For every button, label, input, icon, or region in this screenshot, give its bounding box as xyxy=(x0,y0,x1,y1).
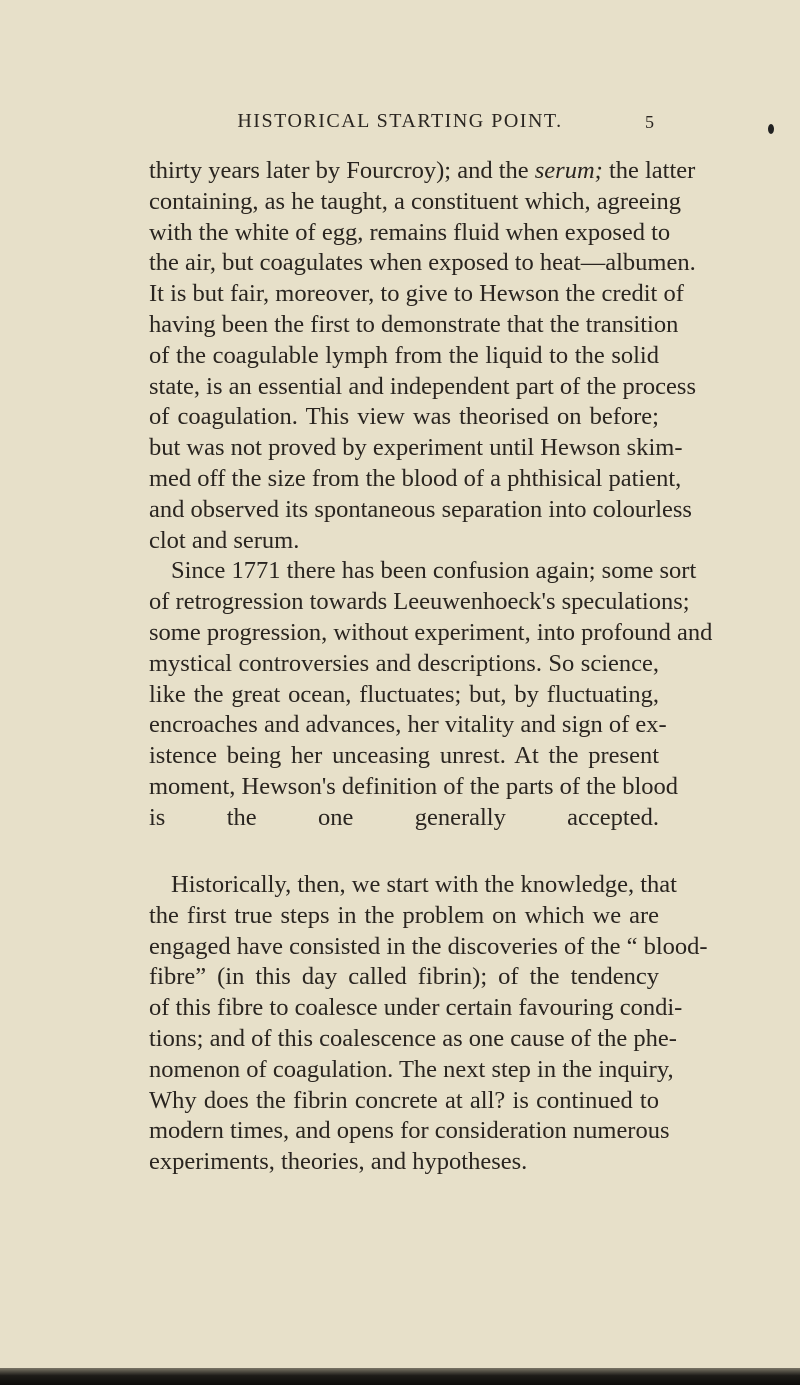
page-number: 5 xyxy=(645,112,654,132)
text-line: istence being her unceasing unrest. At the present xyxy=(149,742,659,770)
text-run: thirty years later by Fourcroy); and the xyxy=(149,157,535,184)
text-line: containing, as he taught, a constituent which, agreeing xyxy=(149,187,682,215)
text-line: of the coagulable lymph from the liquid to the solid xyxy=(149,341,659,369)
text-line: engaged have consisted in the discoveries of the “ blood- xyxy=(149,932,708,960)
text-line: modern times, and opens for consideration numerous xyxy=(149,1117,670,1145)
text-line: like the great ocean, fluctuates; but, by fluctuating, xyxy=(149,680,659,708)
italic-term-serum: serum; xyxy=(534,157,603,184)
text-line: Why does the fibrin concrete at all? is continued to xyxy=(149,1086,659,1114)
text-line xyxy=(149,156,696,187)
text-line: the air, but coagulates when exposed to heat—albumen. xyxy=(149,249,696,277)
text-line: having been the first to demonstrate that the transition xyxy=(149,310,679,338)
text-line: state, is an essential and independent part of the process xyxy=(149,372,696,400)
text-line: mystical controversies and descriptions. So science, xyxy=(149,649,659,677)
text-line: experiments, theories, and hypotheses. xyxy=(149,1148,528,1176)
text-line: the first true steps in the problem on which we are xyxy=(149,901,659,929)
text-line: of coagulation. This view was theorised on before; xyxy=(149,403,659,431)
text-line: tions; and of this coalescence as one cause of the phe- xyxy=(149,1024,677,1052)
text-line: encroaches and advances, her vitality and sign of ex- xyxy=(149,711,667,739)
page-header xyxy=(0,110,800,140)
ink-mark xyxy=(768,124,774,134)
paragraph-2 xyxy=(149,870,708,1178)
running-head: HISTORICAL STARTING POINT. xyxy=(237,110,563,132)
text-line: med off the size from the blood of a phthisical patient, xyxy=(149,464,682,492)
page-edge-shadow xyxy=(0,1368,800,1385)
text-line: is the one generally accepted. xyxy=(149,803,659,831)
text-run: the latter xyxy=(602,157,696,184)
text-line: but was not proved by experiment until Hewson skim- xyxy=(149,434,683,462)
text-line: and observed its spontaneous separation into colourless xyxy=(149,495,692,523)
text-line: Historically, then, we start with the knowledge, that xyxy=(171,871,677,898)
text-line: with the white of egg, remains fluid when exposed to xyxy=(149,218,671,246)
text-line: of retrogression towards Leeuwenhoeck's speculations; xyxy=(149,588,690,616)
text-line: moment, Hewson's definition of the parts of the blood xyxy=(149,772,679,800)
text-line: some progression, without experiment, into profound and xyxy=(149,618,713,646)
text-line: It is but fair, moreover, to give to Hewson the credit of xyxy=(149,280,684,308)
text-line: clot and serum. xyxy=(149,526,300,554)
text-line: Since 1771 there has been confusion again; some sort xyxy=(171,557,697,585)
text-line: of this fibre to coalesce under certain favouring condi- xyxy=(149,994,683,1022)
paragraph-1 xyxy=(149,156,713,834)
text-line: nomenon of coagulation. The next step in the inquiry, xyxy=(149,1055,674,1083)
text-line: fibre” (in this day called fibrin); of the tendency xyxy=(149,963,659,991)
